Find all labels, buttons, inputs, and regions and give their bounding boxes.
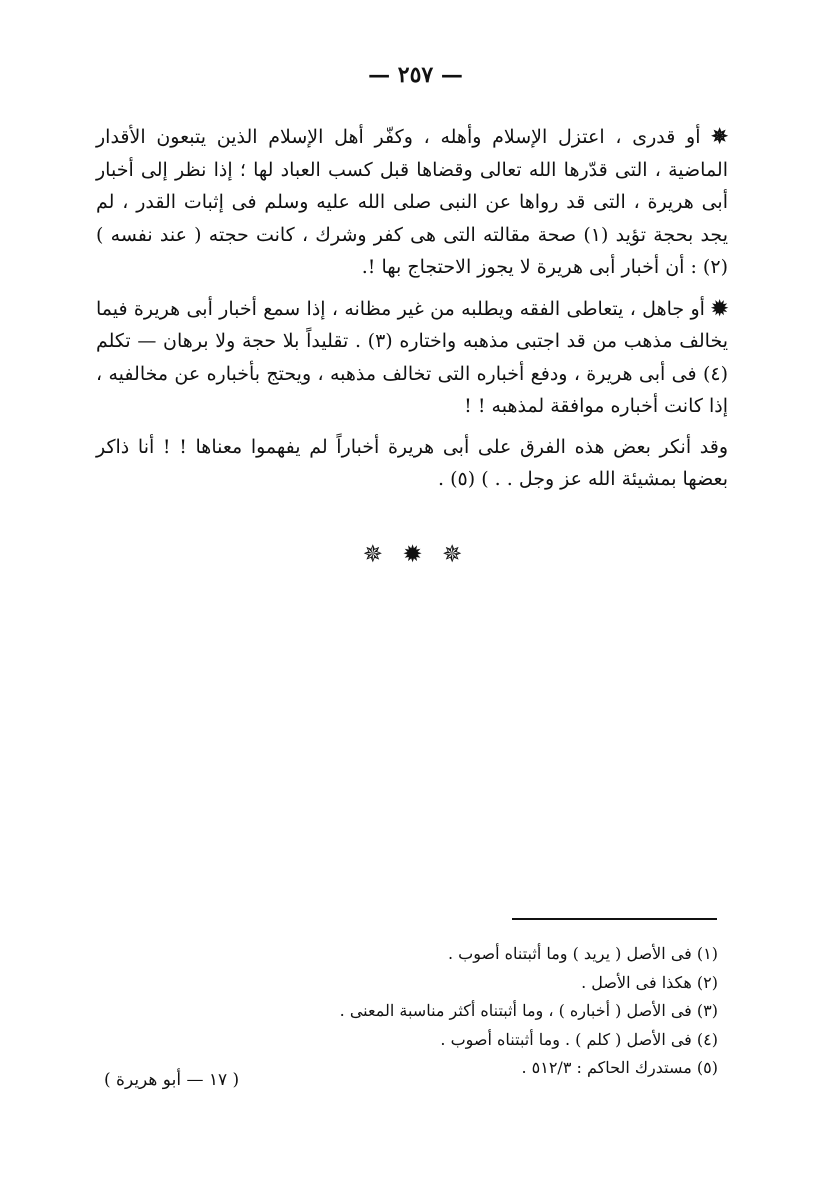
page-signature: ( ١٧ — أبو هريرة ) [104,1070,240,1090]
paragraph-marker-icon: ✹ [711,295,728,320]
paragraph-2 [96,292,728,423]
paragraph-3 [96,431,728,496]
page-number: — ٢٥٧ — [368,62,463,88]
footnote-3: (٣) فى الأصل ( أخباره ) ، وما أثبتناه أكثر مناسبة المعنى . [339,1001,718,1020]
paragraph-marker-icon: ✵ [711,124,728,148]
paragraph-text: أو قدرى ، اعتزل الإسلام وأهله ، وكفّر أهل الإسلام الذين يتبعون الأقدار الماضية ، التى قدّرها الله تعالى وقضاها قبل كسب العباد لها ؛ إذا نظر إلى أخبار أبى هريرة ، التى قد رواها عن النبى صلى الله عليه وسلم فى إثبات القدر ، لم يجد بحجة تؤيد (١) صحة مقالته التى هى كفر وشرك ، كانت حجته ( عند نفسه ) (٢) : أن أخبار أبى هريرة لا يجوز الاحتجاج بها !. [96,126,728,278]
main-text [96,120,728,504]
footnote-4: (٤) فى الأصل ( كلم ) . وما أثبتناه أصوب . [440,1029,718,1049]
footnotes [240,940,718,1083]
paragraph-text: أو جاهل ، يتعاطى الفقه ويطلبه من غير مظانه ، إذا سمع أخبار أبى هريرة فيما يخالف مذهب من قد اجتبى مذهبه واختاره (٣) . تقليداً بلا حجة ولا برهان — تكلم (٤) فى أبى هريرة ، ودفع أخباره التى تخالف مذهبه ، ويحتج بأخباره عن مخالفيه ، إذا كانت أخباره موافقة لمذهبه ! ! [96,297,728,417]
paragraph-text: وقد أنكر بعض هذه الفرق على أبى هريرة أخباراً لم يفهموا معناها ! ! أنا ذاكر بعضها بمشيئة الله عز وجل . . ) (٥) . [96,435,728,490]
section-separator-icon: ✵ ✹ ✵ [362,540,469,568]
footnote-5: (٥) مستدرك الحاكم : ٥١٢/٣ . [521,1058,718,1077]
footnote-1: (١) فى الأصل ( يريد ) وما أثبتناه أصوب . [448,944,718,963]
footnote-2: (٢) هكذا فى الأصل . [581,972,718,992]
footnote-divider [512,918,717,920]
paragraph-1 [96,120,728,284]
